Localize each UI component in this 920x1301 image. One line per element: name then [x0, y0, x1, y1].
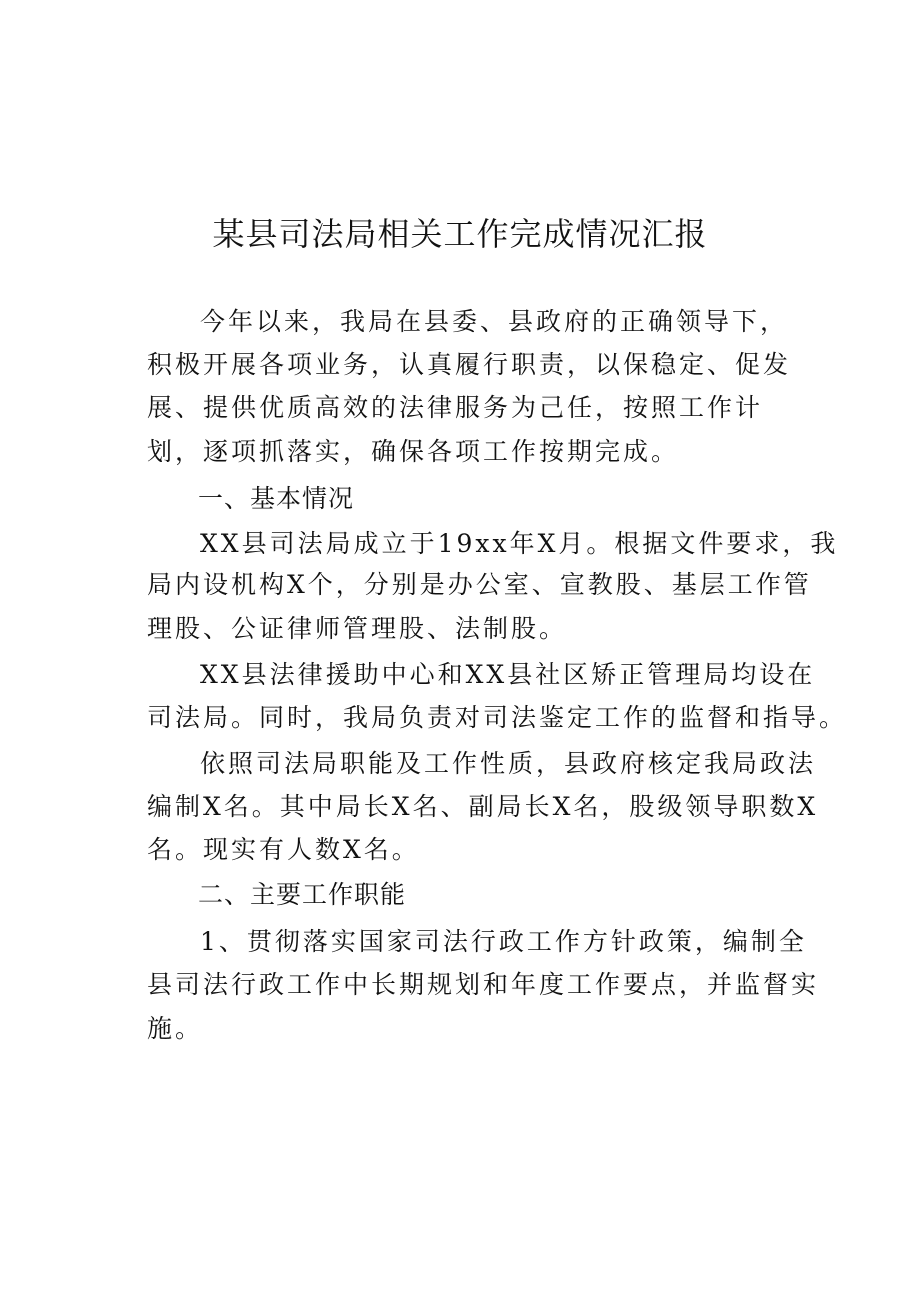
section-heading-functions: 二、主要工作职能	[198, 880, 407, 909]
document-title: 某县司法局相关工作完成情况汇报	[212, 215, 708, 253]
paragraph-line: 名。现实有人数X名。	[147, 835, 420, 864]
paragraph-line: XX县司法局成立于19xx年X月。根据文件要求，我	[200, 529, 839, 558]
paragraph-line: 施。	[147, 1014, 204, 1043]
paragraph-line: XX县法律援助中心和XX县社区矫正管理局均设在	[200, 660, 816, 689]
intro-line: 划，逐项抓落实，确保各项工作按期完成。	[147, 437, 680, 466]
paragraph-line: 司法局。同时，我局负责对司法鉴定工作的监督和指导。	[147, 703, 848, 732]
paragraph-line: 1、贯彻落实国家司法行政工作方针政策，编制全	[200, 927, 807, 956]
paragraph-line: 理股、公证律师管理股、法制股。	[147, 614, 568, 643]
paragraph-line: 局内设机构X个，分别是办公室、宣教股、基层工作管	[147, 570, 812, 599]
intro-line: 今年以来，我局在县委、县政府的正确领导下，	[200, 307, 789, 336]
intro-line: 积极开展各项业务，认真履行职责，以保稳定、促发	[147, 350, 792, 379]
paragraph-line: 编制X名。其中局长X名、副局长X名，股级领导职数X	[147, 792, 819, 821]
paragraph-line: 县司法行政工作中长期规划和年度工作要点，并监督实	[147, 970, 820, 999]
paragraph-line: 依照司法局职能及工作性质，县政府核定我局政法	[200, 749, 817, 778]
section-heading-basic: 一、基本情况	[198, 484, 355, 513]
intro-line: 展、提供优质高效的法律服务为己任，按照工作计	[147, 393, 764, 422]
